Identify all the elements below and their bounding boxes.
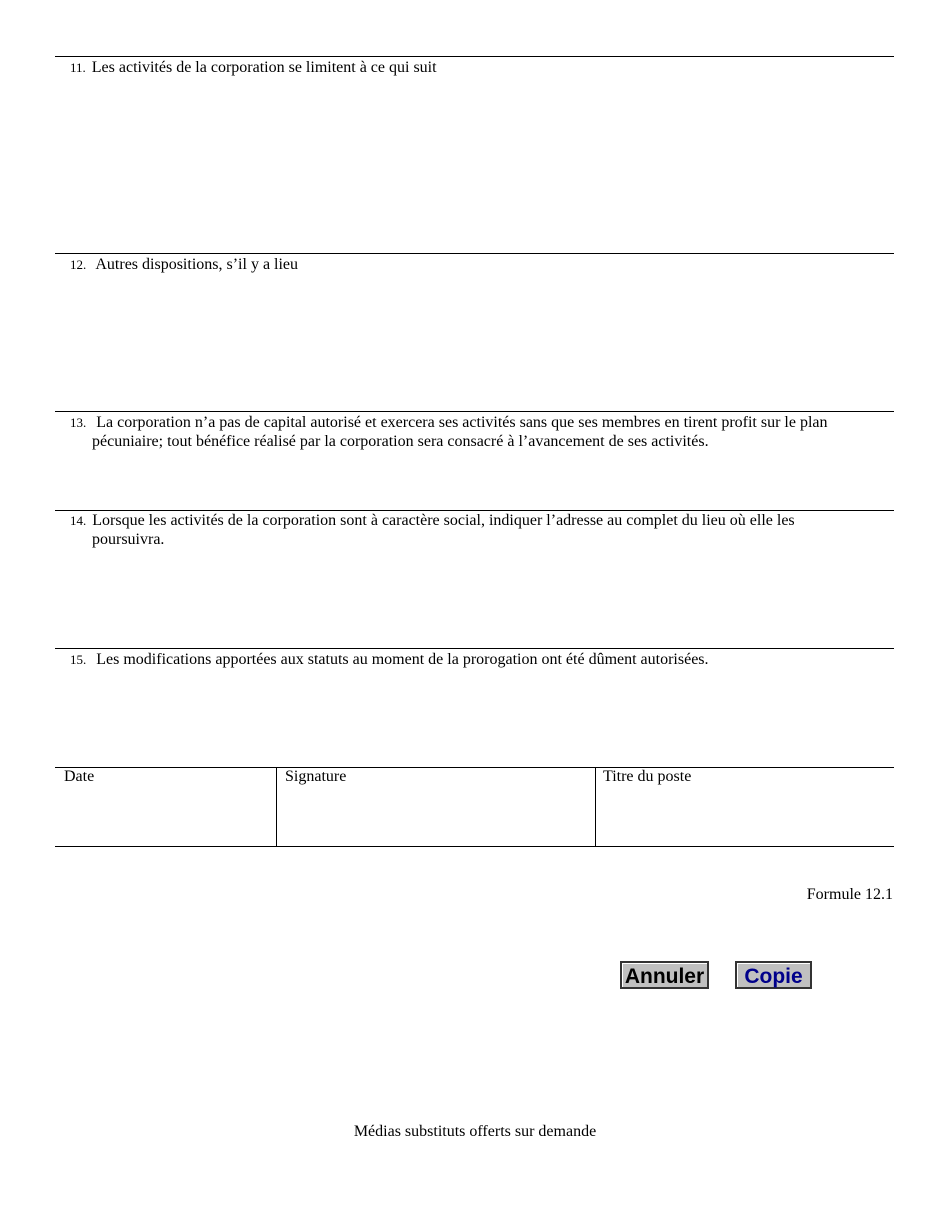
item-11: 11. Les activités de la corporation se limitent à ce qui suit [70, 59, 437, 76]
item-15: 15. Les modifications apportées aux statuts au moment de la prorogation ont été dûment autorisées. [70, 651, 709, 668]
divider [55, 648, 894, 649]
form-number: Formule 12.1 [806, 886, 893, 903]
divider [55, 56, 894, 57]
copy-button[interactable]: Copie [735, 961, 812, 989]
table-divider [276, 767, 277, 846]
footer-note: Médias substituts offerts sur demande [353, 1123, 597, 1140]
table-top-border [55, 767, 894, 768]
item-12: 12. Autres dispositions, s’il y a lieu [70, 256, 299, 273]
table-bottom-border [55, 846, 894, 847]
date-field[interactable]: Date [64, 768, 95, 785]
item-13: 13. La corporation n’a pas de capital autorisé et exercera ses activités sans que ses membres en tirent profit sur le plan pécuniaire; tout bénéfice réalisé par la corporation sera consacré à l’avancement de ses activités. [70, 414, 828, 450]
table-divider [595, 767, 596, 846]
divider [55, 411, 894, 412]
cancel-button[interactable]: Annuler [620, 961, 709, 989]
divider [55, 253, 894, 254]
title-field[interactable]: Titre du poste [603, 768, 692, 785]
item-14: 14. Lorsque les activités de la corporation sont à caractère social, indiquer l’adresse au complet du lieu où elle les poursuivra. [70, 512, 795, 548]
signature-field[interactable]: Signature [285, 768, 347, 785]
